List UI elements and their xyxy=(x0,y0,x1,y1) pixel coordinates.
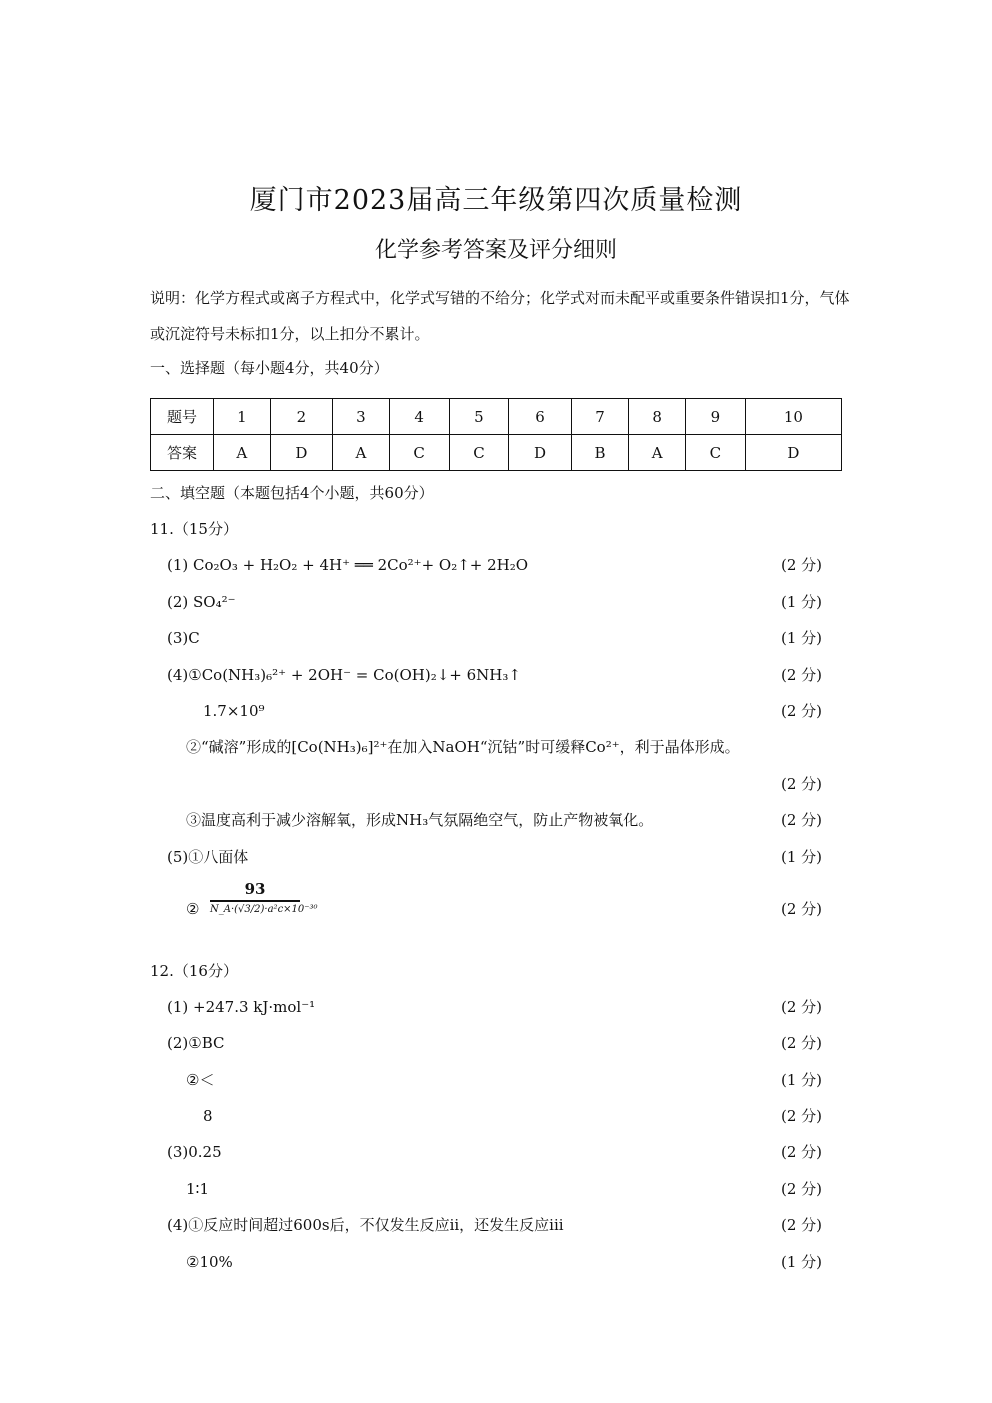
list-item xyxy=(0,626,992,650)
score: (1 分) xyxy=(780,1253,822,1271)
score: (2 分) xyxy=(780,556,822,574)
list-item xyxy=(0,735,992,759)
answer-text: (2) SO₄²⁻ xyxy=(167,593,236,611)
table-row xyxy=(151,399,842,435)
table-cell: A xyxy=(629,435,686,471)
row-label: 答案 xyxy=(151,435,214,471)
list-item xyxy=(0,553,992,577)
table-cell: C xyxy=(685,435,745,471)
section-choice-heading: 一、选择题（每小题4分，共40分） xyxy=(150,359,389,377)
score: (1 分) xyxy=(780,848,822,866)
list-item xyxy=(0,1250,992,1274)
answer-text: ②10% xyxy=(186,1253,233,1271)
formula-denominator: N_A·(√3/2)·a²c×10⁻³⁰ xyxy=(210,903,318,915)
list-item xyxy=(0,1177,992,1201)
table-cell: 5 xyxy=(449,399,509,435)
fraction-bar xyxy=(210,900,300,902)
table-cell: B xyxy=(571,435,629,471)
formula-numerator: 93 xyxy=(244,880,266,898)
section-fill-heading: 二、填空题（本题包括4个小题，共60分） xyxy=(150,484,434,502)
answer-text: ②＜ xyxy=(186,1071,215,1089)
list-item xyxy=(0,1031,992,1055)
answer-text: (1) Co₂O₃ + H₂O₂ + 4H⁺ ══ 2Co²⁺+ O₂↑+ 2H₂O xyxy=(167,556,529,574)
table-cell: D xyxy=(270,435,332,471)
answer-text: (4)①反应时间超过600s后，不仅发生反应ii，还发生反应iii xyxy=(167,1216,564,1234)
score: (2 分) xyxy=(780,1034,822,1052)
answer-text: 1.7×10⁹ xyxy=(203,702,265,720)
density-formula xyxy=(210,880,318,915)
table-cell: 8 xyxy=(629,399,686,435)
table-row xyxy=(151,435,842,471)
score: (2 分) xyxy=(780,1143,822,1161)
table-cell: C xyxy=(449,435,509,471)
table-cell: 7 xyxy=(571,399,629,435)
table-cell: A xyxy=(333,435,390,471)
answer-text: ②“碱溶”形成的[Co(NH₃)₆]²⁺在加入NaOH“沉钴”时可缓释Co²⁺，利于晶体形成。 xyxy=(186,738,740,756)
list-item xyxy=(0,590,992,614)
list-item xyxy=(0,1140,992,1164)
score: (1 分) xyxy=(780,1071,822,1089)
answer-text: ③温度高利于减少溶解氧，形成NH₃气氛隔绝空气，防止产物被氧化。 xyxy=(186,811,654,829)
table-cell: 6 xyxy=(509,399,571,435)
table-cell: 2 xyxy=(270,399,332,435)
score: (2 分) xyxy=(780,811,822,829)
list-item xyxy=(0,845,992,869)
table-cell: 3 xyxy=(333,399,390,435)
list-item xyxy=(0,1068,992,1092)
answer-text: 1∶1 xyxy=(186,1180,209,1198)
list-item xyxy=(0,772,992,796)
list-item xyxy=(0,897,992,921)
list-item xyxy=(0,995,992,1019)
table-cell: C xyxy=(389,435,449,471)
score: (1 分) xyxy=(780,629,822,647)
score: (1 分) xyxy=(780,593,822,611)
answer-table xyxy=(150,398,842,471)
list-item xyxy=(0,1213,992,1237)
score: (2 分) xyxy=(780,702,822,720)
list-item xyxy=(0,1104,992,1128)
answer-text: ② xyxy=(186,900,200,918)
table-cell: D xyxy=(745,435,841,471)
table-cell: D xyxy=(509,435,571,471)
score: (2 分) xyxy=(780,1180,822,1198)
score: (2 分) xyxy=(780,900,822,918)
answer-text: (1) +247.3 kJ·mol⁻¹ xyxy=(167,998,316,1016)
answer-text: 8 xyxy=(203,1107,213,1125)
scoring-note: 说明：化学方程式或离子方程式中，化学式写错的不给分；化学式对而未配平或重要条件错误扣1分，气体或沉淀符号未标扣1分，以上扣分不累计。 xyxy=(150,289,850,343)
score: (2 分) xyxy=(780,998,822,1016)
page-subtitle: 化学参考答案及评分细则 xyxy=(374,238,617,263)
answer-text: (5)①八面体 xyxy=(167,848,249,866)
row-label: 题号 xyxy=(151,399,214,435)
score: (2 分) xyxy=(780,1216,822,1234)
table-cell: 9 xyxy=(685,399,745,435)
q12-header: 12.（16分） xyxy=(150,962,238,980)
table-cell: 1 xyxy=(214,399,271,435)
answer-text: (3)0.25 xyxy=(167,1143,222,1161)
score: (2 分) xyxy=(780,775,822,793)
answer-text: (3)C xyxy=(167,629,200,647)
q11-header: 11.（15分） xyxy=(150,520,238,538)
table-cell: 10 xyxy=(745,399,841,435)
page-title: 厦门市2023届高三年级第四次质量检测 xyxy=(249,185,743,216)
table-cell: A xyxy=(214,435,271,471)
score: (2 分) xyxy=(780,1107,822,1125)
answer-text: (2)①BC xyxy=(167,1034,225,1052)
list-item xyxy=(0,808,992,832)
answer-text: (4)①Co(NH₃)₆²⁺ + 2OH⁻ = Co(OH)₂↓+ 6NH₃↑ xyxy=(167,666,521,684)
score: (2 分) xyxy=(780,666,822,684)
table-cell: 4 xyxy=(389,399,449,435)
list-item xyxy=(0,663,992,687)
list-item xyxy=(0,699,992,723)
